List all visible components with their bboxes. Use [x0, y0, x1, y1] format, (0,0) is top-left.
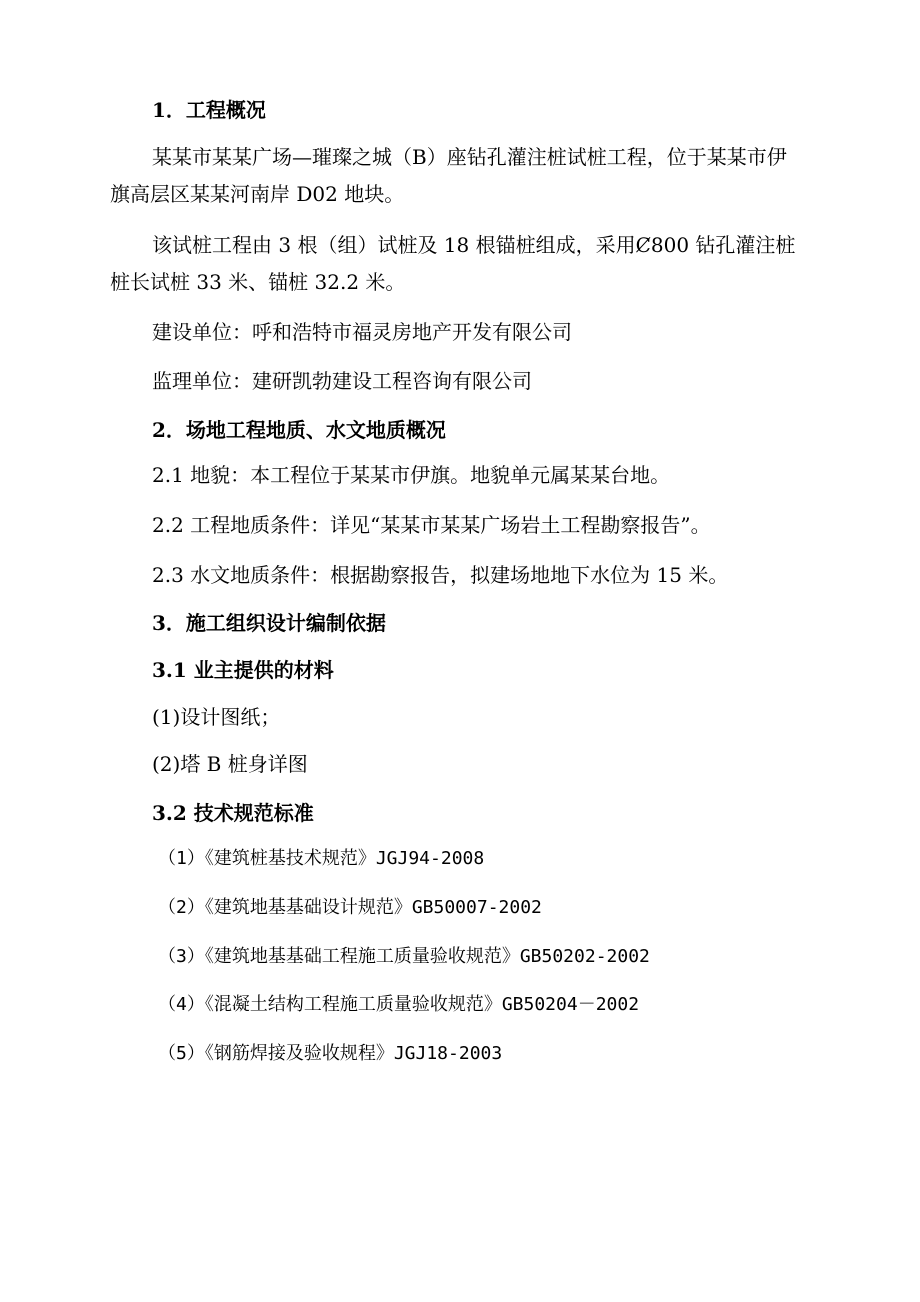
overview-paragraph-1-line-2: 旗高层区某某河南岸 D02 地块。: [110, 182, 405, 206]
standard-item: （5）《钢筋焊接及验收规程》JGJ18-2003: [158, 1043, 503, 1064]
geology-item-hydrology: 2.3 水文地质条件：根据勘察报告，拟建场地地下水位为 15 米。: [152, 563, 729, 587]
owner-material-item: (2)塔 B 桩身详图: [152, 752, 308, 776]
standard-item: （3）《建筑地基基础工程施工质量验收规范》GB50202-2002: [158, 946, 650, 967]
section-2-heading: 2．场地工程地质、水文地质概况: [152, 418, 446, 442]
overview-paragraph-1-line-1: 某某市某某广场—璀璨之城（B）座钻孔灌注桩试桩工程，位于某某市伊: [152, 145, 787, 169]
builder-unit: 建设单位：呼和浩特市福灵房地产开发有限公司: [152, 320, 572, 344]
overview-paragraph-2-line-2: 桩长试桩 33 米、锚桩 32.2 米。: [110, 270, 406, 294]
subsection-3-2-heading: 3.2 技术规范标准: [152, 801, 314, 825]
standard-item: （1）《建筑桩基技术规范》JGJ94-2008: [158, 848, 485, 869]
geology-item-landform: 2.1 地貌：本工程位于某某市伊旗。地貌单元属某某台地。: [152, 463, 671, 487]
section-1-heading: 1．工程概况: [152, 98, 266, 122]
subsection-3-1-heading: 3.1 业主提供的材料: [152, 658, 334, 682]
section-3-heading: 3．施工组织设计编制依据: [152, 611, 386, 635]
standard-item: （2）《建筑地基基础设计规范》GB50007-2002: [158, 897, 542, 918]
geology-item-engineering: 2.2 工程地质条件：详见“某某市某某广场岩土工程勘察报告”。: [152, 513, 711, 537]
owner-material-item: (1)设计图纸；: [152, 705, 281, 729]
overview-paragraph-2-line-1: 该试桩工程由 3 根（组）试桩及 18 根锚桩组成，采用Ȼ800 钻孔灌注桩: [152, 233, 796, 257]
standard-item: （4）《混凝土结构工程施工质量验收规范》GB50204－2002: [158, 994, 640, 1015]
supervisor-unit: 监理单位：建研凯勃建设工程咨询有限公司: [152, 369, 532, 393]
